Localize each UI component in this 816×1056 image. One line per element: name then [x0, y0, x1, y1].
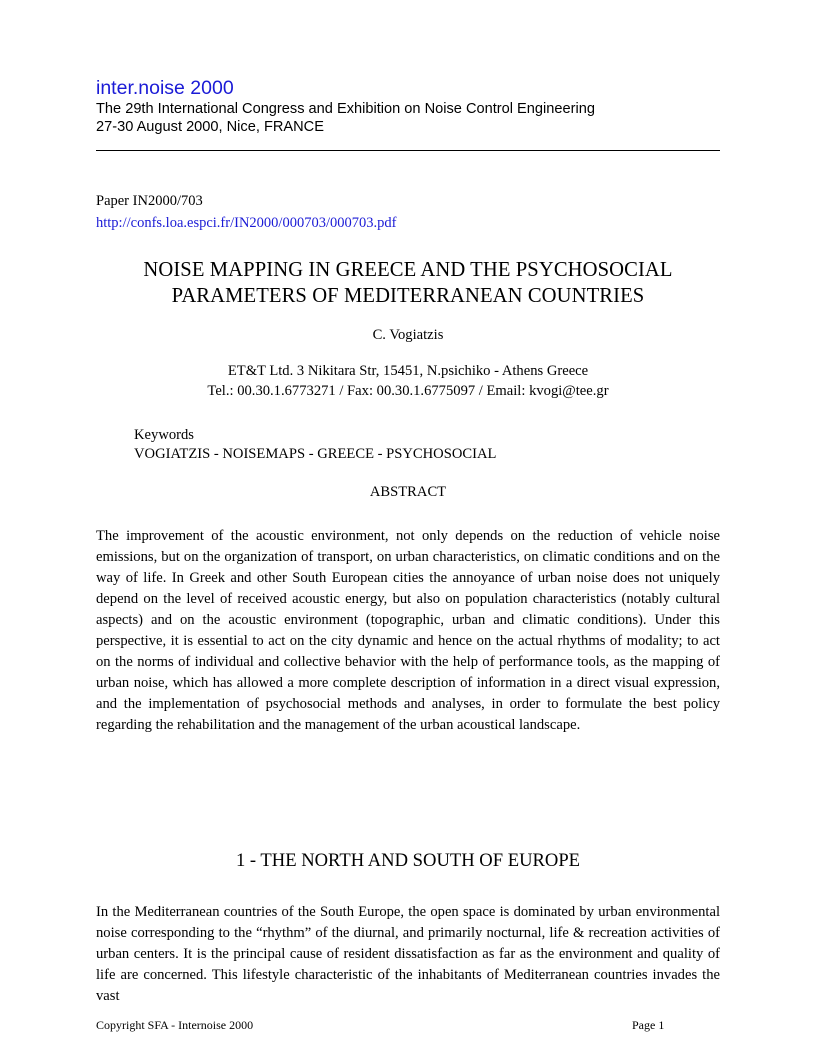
- footer-copyright: Copyright SFA - Internoise 2000: [96, 1018, 254, 1032]
- affiliation-address: ET&T Ltd. 3 Nikitara Str, 15451, N.psichiko - Athens Greece: [227, 363, 589, 379]
- paper-id: Paper IN2000/703: [96, 193, 203, 209]
- keywords-label: Keywords: [134, 427, 194, 443]
- section-heading: 1 - THE NORTH AND SOUTH OF EUROPE: [235, 850, 581, 871]
- affiliation-contact: Tel.: 00.30.1.6773271 / Fax: 00.30.1.6775097 / Email: kvogi@tee.gr: [207, 383, 609, 399]
- conference-date-location: 27-30 August 2000, Nice, FRANCE: [96, 119, 324, 135]
- abstract-heading: ABSTRACT: [369, 484, 447, 500]
- paper-title-line1: NOISE MAPPING IN GREECE AND THE PSYCHOSOCIAL: [143, 259, 673, 281]
- keywords-list: VOGIATZIS - NOISEMAPS - GREECE - PSYCHOSOCIAL: [134, 446, 497, 462]
- conference-description: The 29th International Congress and Exhibition on Noise Control Engineering: [96, 101, 595, 117]
- abstract-text: The improvement of the acoustic environment, not only depends on the reduction of vehicle noise emissions, but on the organization of transport, on urban characteristics, on climatic conditions and on the way of life. In Greek and other South European cities the annoyance of urban noise does not uniquely depend on the level of received acoustic energy, but also on population characteristics (notably cultural aspects) and on the acoustic environment (topographic, urban and climatic conditions). Under this perspective, it is essential to act on the city dynamic and hence on the actual rhythms of modality; to act on the norms of individual and collective behavior with the help of performance tools, as the mapping of urban noise, which has allowed a more complete description of information in a direct visual expression, and the implementation of psychosocial methods and analyses, in order to formulate the best policy regarding the rehabilitation and the management of the urban acoustical landscape.: [96, 528, 720, 733]
- conference-name: inter.noise 2000: [96, 77, 234, 99]
- footer-page-number: Page 1: [632, 1018, 665, 1032]
- header-divider: [96, 150, 720, 151]
- paper-title-line2: PARAMETERS OF MEDITERRANEAN COUNTRIES: [171, 285, 645, 307]
- author-name: C. Vogiatzis: [372, 327, 444, 343]
- paper-url-link[interactable]: http://confs.loa.espci.fr/IN2000/000703/000703.pdf: [96, 215, 397, 231]
- section-paragraph: In the Mediterranean countries of the South Europe, the open space is dominated by urban environmental noise corresponding to the “rhythm” of the diurnal, and primarily nocturnal, life & recreation activities of urban centers. It is the principal cause of resident dissatisfaction as far as the environment and quality of life are concerned. This lifestyle characteristic of the inhabitants of Mediterranean countries invades the vast: [96, 904, 720, 1004]
